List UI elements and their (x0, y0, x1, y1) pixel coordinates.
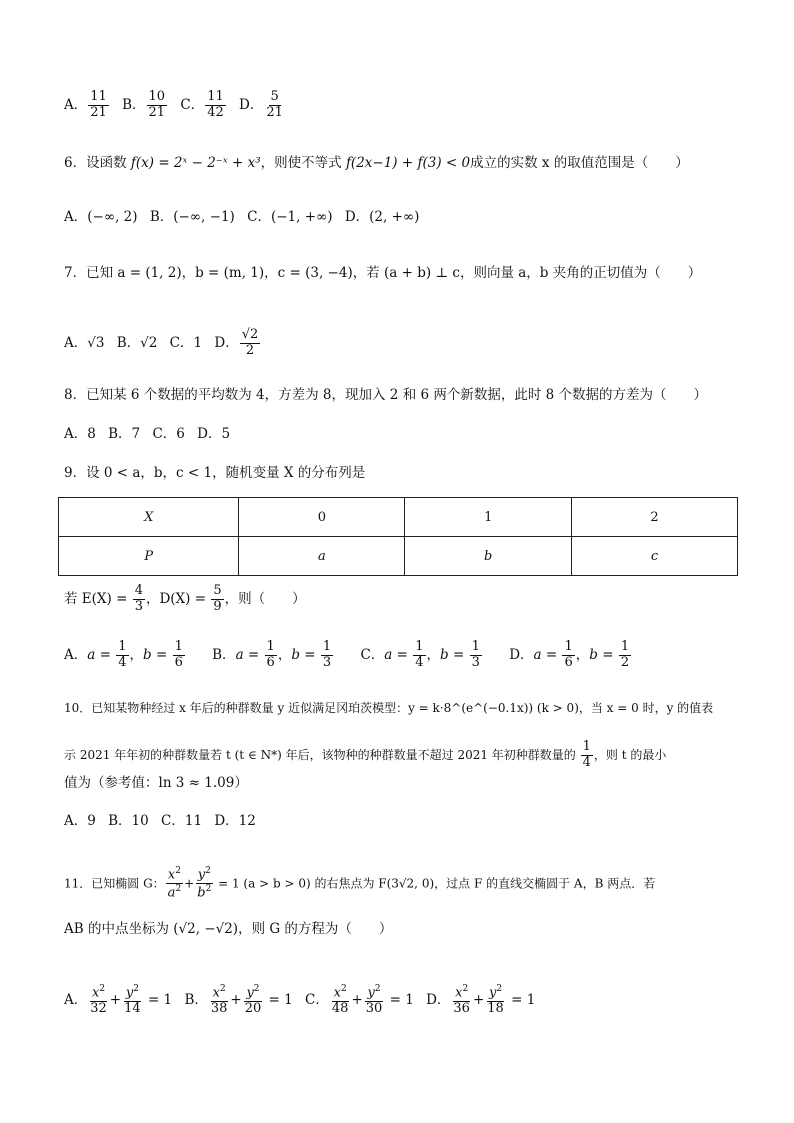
option-value: √2 (140, 334, 158, 351)
q8-stem: 8．已知某 6 个数据的平均数为 4，方差为 8，现加入 2 和 6 两个新数据，此时 8 个数据的方差为（ ） (64, 387, 708, 403)
numerator: $x^2$ (333, 984, 347, 1001)
denominator: 21 (266, 104, 283, 120)
denominator: 9 (213, 598, 222, 614)
q11-options (64, 984, 543, 1017)
denominator: 30 (365, 1001, 383, 1017)
fraction (470, 640, 482, 671)
fraction (205, 90, 226, 121)
denominator: 6 (266, 654, 275, 670)
denominator: 20 (244, 1001, 262, 1017)
q6-stem-text: ，则使不等式 (260, 155, 346, 171)
fraction (264, 90, 285, 121)
q6-option-a: A．(−∞, 2) (64, 209, 138, 225)
fraction (413, 640, 425, 671)
q9-stem: 9．设 0 < a，b，c < 1，随机变量 X 的分布列是 (64, 465, 366, 481)
q7-option-d (214, 328, 261, 359)
numerator: 5 (270, 89, 279, 104)
q5-option-b (122, 90, 168, 121)
numerator: $y^2$ (246, 984, 260, 1001)
q5-option-c (180, 90, 226, 121)
fraction (243, 984, 264, 1017)
table-cell: c (572, 537, 738, 576)
fraction (88, 90, 109, 121)
option-label: B． (122, 96, 146, 113)
q10-line3: 值为（参考值：ln 3 ≈ 1.09） (64, 775, 248, 791)
numerator: √2 (241, 327, 259, 342)
q11-option-a: A． $\frac{x^2}{32}$ + $\frac{y^2}{14}$ = 1 (64, 984, 173, 1017)
q9-condition-text: ，D(X) = (145, 590, 211, 607)
denominator: 3 (471, 654, 480, 670)
q10-line1: 10．已知某物种经过 x 年后的种群数量 y 近似满足冈珀茨模型：y = k·8^(e^(−0.1x)) (k > 0)，当 x = 0 时，y 的值表 (64, 701, 714, 715)
option-value: √3 (87, 334, 105, 351)
option-label: D． (239, 96, 264, 113)
q8-option-d: D．5 (197, 426, 231, 442)
option-label: D． (426, 992, 451, 1009)
fraction (581, 740, 593, 771)
fraction (321, 640, 333, 671)
q6-stem-text: 成立的实数 x 的取值范围是（ ） (470, 155, 689, 171)
numerator: 11 (90, 89, 107, 104)
denominator: 42 (207, 104, 224, 120)
denominator: 2 (245, 342, 255, 358)
numerator: $y^2$ (197, 866, 211, 883)
denominator: 6 (564, 654, 573, 670)
numerator: $x^2$ (455, 984, 469, 1001)
q11-option-b: B． $\frac{x^2}{38}$ + $\frac{y^2}{20}$ = 1 (184, 984, 293, 1017)
q8-option-b: B．7 (108, 426, 141, 442)
numerator: 10 (148, 89, 166, 104)
option-label: B． (116, 334, 141, 351)
numerator: 1 (564, 639, 573, 654)
q11-option-c: C． $\frac{x^2}{48}$ + $\frac{y^2}{30}$ = 1 (305, 984, 414, 1017)
table-cell: 0 (239, 498, 405, 537)
q6-option-b: B．(−∞, −1) (149, 209, 235, 225)
denominator: 21 (148, 104, 166, 120)
q6-option-d: D．(2, +∞) (344, 209, 420, 225)
table-cell: P (59, 537, 239, 576)
q5-option-d (239, 90, 286, 121)
denominator: 36 (453, 1001, 470, 1017)
q9-condition (64, 584, 306, 615)
q10-options (64, 810, 264, 832)
option-label: A． (64, 334, 88, 351)
option-label: B． (184, 992, 208, 1009)
q8-option-a: A．8 (64, 426, 96, 442)
q9-option-d: D．a = $\frac{1}{6}$ ，b = $\frac{1}{2}$ (509, 639, 630, 670)
option-label: A． (64, 646, 88, 663)
q10-option-c: C．11 (161, 813, 203, 829)
numerator: 1 (322, 639, 332, 654)
fraction (240, 328, 261, 359)
fraction (209, 984, 230, 1017)
denominator: 48 (331, 1001, 349, 1017)
fraction (330, 984, 351, 1017)
denominator: 6 (174, 654, 183, 670)
numerator: 1 (471, 639, 480, 654)
numerator: $y^2$ (488, 984, 503, 1001)
numerator: 1 (582, 739, 591, 754)
numerator: 1 (620, 639, 630, 654)
table-row (59, 498, 738, 537)
fraction (265, 640, 277, 671)
denominator: 14 (124, 1001, 141, 1017)
q11-text: = 1 (a > b > 0) 的右焦点为 F(3√2, 0)，过点 F 的直线交椭圆于 A，B 两点．若 (214, 876, 656, 891)
numerator: $y^2$ (125, 984, 139, 1001)
q10-option-d: D．12 (214, 813, 256, 829)
fraction (173, 640, 185, 671)
numerator: $x^2$ (167, 866, 181, 883)
q6-options (64, 206, 427, 228)
denominator: 3 (322, 654, 332, 670)
denominator: $a^2$ (167, 884, 182, 901)
denominator: 18 (487, 1001, 504, 1017)
numerator: 1 (174, 639, 183, 654)
q9-option-c: C．a = $\frac{1}{4}$ ，b = $\frac{1}{3}$ (360, 639, 480, 670)
fraction (147, 90, 168, 121)
q11-text: 11．已知椭圆 G： (64, 876, 165, 891)
q9-condition-text: 若 E(X) = (64, 590, 132, 607)
q5-option-a (64, 90, 110, 121)
fraction (166, 866, 184, 902)
numerator: $x^2$ (91, 984, 106, 1001)
fraction (485, 984, 506, 1017)
q9-condition-text: ，则（ ） (224, 590, 306, 607)
q7-option-a (64, 332, 104, 354)
distribution-table (58, 497, 738, 576)
table-cell: 2 (572, 498, 738, 537)
q5-options (64, 90, 294, 121)
denominator: 38 (210, 1001, 228, 1017)
fraction (88, 984, 109, 1017)
q7-option-c: C．1 (169, 334, 203, 351)
fraction (211, 584, 223, 615)
table-cell: 1 (405, 498, 572, 537)
denominator: 32 (90, 1001, 107, 1017)
q6-function: f(x) = 2ˣ − 2⁻ˣ + x³ (130, 155, 261, 171)
fraction (133, 584, 145, 615)
q8-options (64, 423, 238, 445)
option-label: D． (214, 334, 239, 351)
denominator: 4 (415, 654, 424, 670)
numerator: 1 (118, 639, 127, 654)
table-cell: b (405, 537, 572, 576)
q7-options (64, 328, 269, 359)
q6-inequality: f(2x−1) + f(3) < 0 (345, 155, 471, 171)
q8-option-c: C．6 (152, 426, 185, 442)
denominator: 2 (620, 654, 630, 670)
numerator: 11 (207, 89, 224, 104)
q11-line2: AB 的中点坐标为 (√2, −√2)，则 G 的方程为（ ） (64, 921, 393, 937)
numerator: 1 (266, 639, 275, 654)
fraction (195, 866, 213, 902)
q9-options (64, 640, 640, 671)
q10-option-a: A．9 (64, 813, 96, 829)
q7-option-b (117, 332, 158, 354)
q7-stem: 7．已知 a = (1, 2)，b = (m, 1)，c = (3, −4)，若 (a + b) ⊥ c，则向量 a，b 夹角的正切值为（ ） (64, 265, 702, 281)
numerator: 4 (134, 583, 143, 598)
fraction (364, 984, 385, 1017)
numerator: $y^2$ (367, 984, 381, 1001)
table-cell: X (59, 498, 239, 537)
option-label: B． (212, 646, 236, 663)
option-label: C． (360, 646, 385, 663)
q9-option-a: A．a = $\frac{1}{4}$ ，b = $\frac{1}{6}$ (64, 639, 183, 670)
numerator: 5 (213, 583, 222, 598)
q10-text: ，则 t 的最小 (593, 747, 667, 762)
option-label: C． (305, 992, 329, 1009)
fraction (451, 984, 472, 1017)
option-label: C． (180, 96, 205, 113)
denominator: 4 (118, 654, 127, 670)
fraction (122, 984, 143, 1017)
q10-option-b: B．10 (108, 813, 149, 829)
option-label: D． (509, 646, 534, 663)
q11-line1: 11．已知椭圆 G： $\frac{x^2}{a^2}$ + $\frac{y^2}{b^2}$ = 1 (a > b > 0) 的右焦点为 F(3√2, 0)，过点 F 的直线交椭圆于 A，B 两点．若 (64, 866, 656, 901)
numerator: 1 (415, 639, 424, 654)
q10-text: 示 2021 年年初的种群数量若 t (t ∈ N*) 年后，该物种的种群数量不超过 2021 年初种群数量的 (64, 747, 580, 762)
q9-option-b: B．a = $\frac{1}{6}$ ，b = $\frac{1}{3}$ (212, 639, 332, 670)
denominator: 3 (134, 598, 143, 614)
option-label: A． (64, 96, 88, 113)
fraction (116, 640, 128, 671)
table-cell: a (239, 537, 405, 576)
fraction (562, 640, 574, 671)
option-label: A． (64, 992, 88, 1009)
denominator: 4 (582, 754, 591, 770)
denominator: 21 (90, 104, 107, 120)
q6-option-c: C．(−1, +∞) (247, 209, 333, 225)
numerator: $x^2$ (212, 984, 226, 1001)
table-row (59, 537, 738, 576)
q10-line2 (64, 740, 666, 771)
denominator: $b^2$ (197, 884, 212, 901)
q11-option-d: D． $\frac{x^2}{36}$ + $\frac{y^2}{18}$ = 1 (426, 984, 536, 1017)
q6-stem (64, 152, 689, 174)
q6-stem-text: 6．设函数 (64, 155, 131, 171)
fraction (619, 640, 631, 671)
